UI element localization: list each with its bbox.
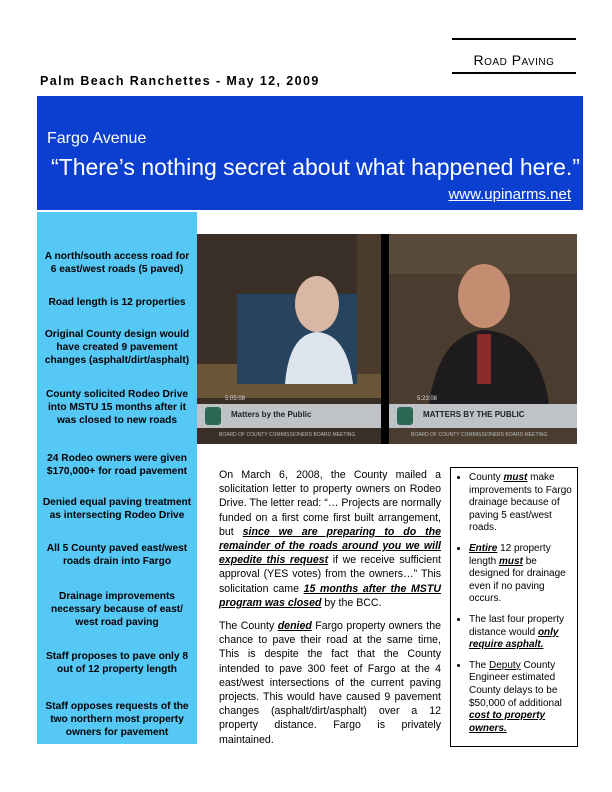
photo-right-caption: MATTERS BY THE PUBLIC <box>423 410 525 419</box>
emphasis: only require asphalt. <box>469 626 559 651</box>
photo-left-clock: 5:05:08 <box>225 396 246 402</box>
photo-left-chyron <box>197 404 381 428</box>
article-paragraph <box>219 468 441 610</box>
sidebar-item: A north/south access road for 6 east/west roads (5 paved) <box>44 251 190 275</box>
emphasis: cost to property owners. <box>469 710 546 734</box>
section-title: Road Paving <box>473 52 555 68</box>
text-run: be designed for drainage even if no paving occurs. <box>469 555 566 605</box>
channel-logo-icon <box>397 407 413 425</box>
callout-item <box>469 660 573 736</box>
emphasis-15-months: 15 months after the MSTU program was closed <box>219 582 441 609</box>
emphasis-expedite: since we are preparing to do the remainder of the roads around you we will expedite this request <box>219 525 441 567</box>
facts-sidebar <box>37 212 197 744</box>
text-run: County Engineer estimated County delays to be $50,000 of additional <box>469 659 562 709</box>
underlined-text: Deputy <box>489 659 521 671</box>
emphasis: Entire <box>469 542 498 554</box>
callout-item <box>469 543 573 606</box>
emphasis: must <box>503 472 528 483</box>
text-run: if we receive sufficient approval (YES votes) from the owners…” This solicitation came <box>219 554 441 595</box>
text-run: Fargo property owners the chance to pave their road at the same time, This is despite the fact that the County intended to pave 300 feet of Fargo at the 4 east/west intersections of the current paving projects. This would have caused 9 pavement changes (asphalt/dirt/asphalt) over a 12 property distance. Fargo is privately maintained. <box>219 620 441 746</box>
banner-quote: “There’s nothing secret about what happened here.” <box>51 154 580 180</box>
callout-list <box>451 468 577 735</box>
website-link[interactable]: www.upinarms.net <box>448 186 571 203</box>
banner-subtitle: Fargo Avenue <box>47 130 147 147</box>
sidebar-item: Road length is 12 properties <box>48 297 186 308</box>
sidebar-item: Staff proposes to pave only 8 out of 12 property length <box>45 651 189 675</box>
sidebar-item: Denied equal paving treatment as intersecting Rodeo Drive <box>42 497 192 521</box>
section-title-rule <box>452 72 576 74</box>
article-body <box>219 468 441 756</box>
photo-right-clock: 5:23:08 <box>417 396 438 402</box>
photo-left-caption: Matters by the Public <box>231 410 312 419</box>
text-run: 12 property length <box>469 542 551 567</box>
sidebar-item: Drainage improvements necessary because of east/ west road paving <box>51 591 183 628</box>
text-run: County <box>469 472 504 483</box>
text-run: On March 6, 2008, the County mailed a solicitation letter to property owners on Rodeo Drive. The letter read: “… Projects are normally funded on a first come first built arrangement, but <box>219 469 441 538</box>
photo-right-subcaption: BOARD OF COUNTY COMMISSIONERS BOARD MEETING <box>411 432 548 438</box>
sidebar-item: Original County design would have created 9 pavement changes (asphalt/dirt/asphalt) <box>44 329 190 366</box>
sidebar-item: All 5 County paved east/west roads drain into Fargo <box>46 543 188 567</box>
emphasis-denied: denied <box>277 620 312 633</box>
text-run: The last four property distance would <box>469 613 565 638</box>
photo-right-chyron <box>389 404 577 428</box>
callout-item <box>469 472 573 535</box>
headline-banner <box>37 96 583 210</box>
emphasis: must <box>499 555 523 567</box>
photo-staff <box>389 234 577 444</box>
callout-box <box>450 467 578 747</box>
text-run: make improvements to Fargo drainage because of paving 5 east/west roads. <box>469 472 572 534</box>
text-run: by the BCC. <box>321 596 382 609</box>
sidebar-item: Staff opposes requests of the two northern most property owners for pavement <box>45 701 189 738</box>
dateline: Palm Beach Ranchettes - May 12, 2009 <box>40 74 320 88</box>
sidebar-item: 24 Rodeo owners were given $170,000+ for road pavement <box>46 453 188 477</box>
meeting-photos <box>197 234 577 444</box>
top-rule <box>452 38 576 40</box>
text-run: The <box>469 659 490 671</box>
callout-item <box>469 614 573 652</box>
photo-commissioner <box>197 234 381 444</box>
channel-logo-icon <box>205 407 221 425</box>
sidebar-item: County solicited Rodeo Drive into MSTU 15 months after it was closed to new roads <box>45 389 189 426</box>
article-paragraph <box>219 619 441 747</box>
text-run: The County <box>219 620 278 633</box>
photo-left-subcaption: BOARD OF COUNTY COMMISSIONERS BOARD MEETING <box>219 432 356 438</box>
